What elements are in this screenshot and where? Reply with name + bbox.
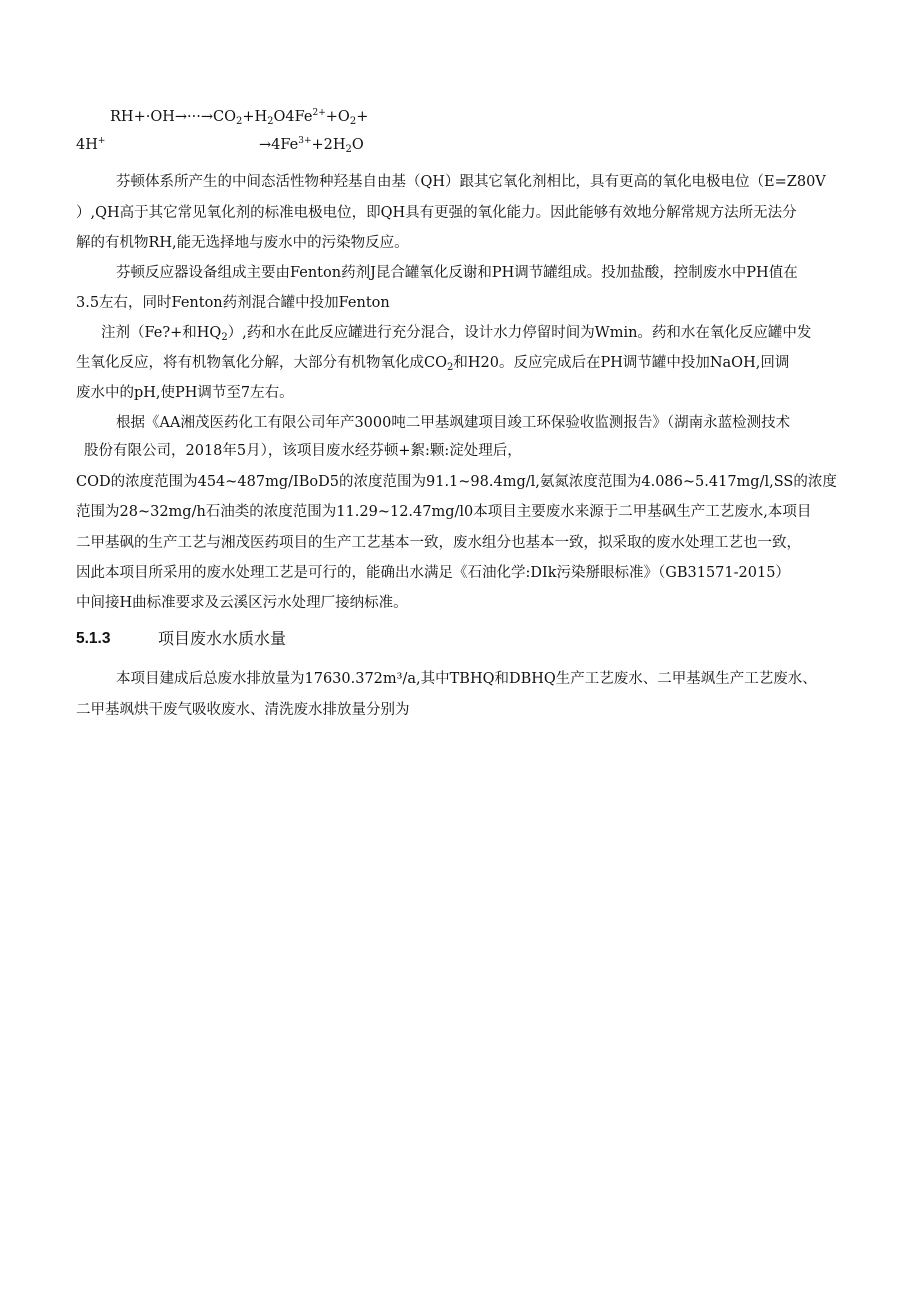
equation-text: 4H <box>76 137 98 153</box>
equation-text: O4Fe <box>273 109 313 125</box>
text-run: 生氧化反应，将有机物氧化分解，大部分有机物氧化成CO <box>76 355 447 371</box>
text-run: ）,药和水在此反应罐进行充分混合，设计水力停留时间为Wmin。药和水在氧化反应罐中发 <box>227 325 812 341</box>
paragraph-2-line <box>76 353 789 378</box>
paragraph-3-line: 中间接H曲标准要求及云溪区污水处理厂接纳标准。 <box>76 595 408 611</box>
subscript: 2 <box>235 116 243 127</box>
paragraph-1-line: 芬顿体系所产生的中间态活性物种羟基自由基（QH）跟其它氧化剂相比，具有更高的氧化电极电位（E=Z80V <box>116 174 826 190</box>
equation-text: RH+·OH→···→CO <box>110 109 236 125</box>
paragraph-2-line: 芬顿反应器设备组成主要由Fenton药剂J昆合罐氧化反谢和PH调节罐组成。投加盐酸，控制废水中PH值在 <box>116 265 798 281</box>
paragraph-1-line: 解的有机物RH,能无选择地与废水中的污染物反应。 <box>76 235 409 251</box>
subscript: 2 <box>446 362 454 373</box>
equation-line-1 <box>110 103 368 132</box>
subscript: 2 <box>267 116 274 127</box>
equation-text: +H <box>242 109 268 125</box>
paragraph-3-line: 二甲基砜的生产工艺与湘茂医药项目的生产工艺基本一致，废水组分也基本一致，拟采取的废水处理工艺也一致， <box>76 535 801 551</box>
superscript: 2+ <box>312 108 326 118</box>
paragraph-3-line: 因此本项目所采用的废水处理工艺是可行的，能确出水满足《石油化学:DIk污染掰眼标准》（GB31571-2015） <box>76 565 790 581</box>
equation-text: O <box>351 137 364 153</box>
equation-text: + <box>356 109 369 125</box>
equation-line-2-left <box>76 131 105 155</box>
paragraph-3-line: 股份有限公司，2018年5月），该项目废水经芬顿+絮:颗:淀处理后， <box>84 443 522 459</box>
equation-line-2-right <box>259 131 364 160</box>
paragraph-3-line: 范围为28~32mg/h石油类的浓度范围为11.29~12.47mg/l0本项目主要废水来源于二甲基砜生产工艺废水,本项目 <box>76 504 812 520</box>
equation-text: →4Fe <box>259 137 299 153</box>
paragraph-4-line: 二甲基飒烘干废气吸收废水、清洗废水排放量分别为 <box>76 702 410 718</box>
text-run: 注剂（Fe?+和HQ <box>101 325 222 341</box>
paragraph-3-line: 根据《AA湘茂医药化工有限公司年产3000吨二甲基飒建项目竣工环保验收监测报告》（湖南永蓝检测技术 <box>116 415 791 431</box>
paragraph-2-line: 废水中的pH,使PH调节至7左右。 <box>76 385 294 401</box>
equation-text: +O <box>325 109 350 125</box>
superscript: + <box>97 136 106 146</box>
text-run: 和H20。反应完成后在PH调节罐中投加NaOH,回调 <box>453 355 790 371</box>
paragraph-4-line: 本项目建成后总废水排放量为17630.372m³/a,其中TBHQ和DBHQ生产工艺废水、二甲基飒生产工艺废水、 <box>116 671 817 687</box>
paragraph-2-line <box>101 323 811 348</box>
paragraph-2-line: 3.5左右，同时Fenton药剂混合罐中投加Fenton <box>76 295 390 311</box>
subscript: 2 <box>345 144 352 155</box>
section-title: 项目废水水质水量 <box>158 629 287 648</box>
superscript: 3+ <box>298 136 312 146</box>
section-number: 5.1.3 <box>76 630 111 647</box>
paragraph-3-line: COD的浓度范围为454~487mg/IBoD5的浓度范围为91.1~98.4mg/l,氨氮浓度范围为4.086~5.417mg/l,SS的浓度 <box>76 474 837 490</box>
subscript: 2 <box>349 116 357 127</box>
paragraph-1-line: ）,QH高于其它常见氧化剂的标准电极电位，即QH具有更强的氧化能力。因此能够有效地分解常规方法所无法分 <box>76 205 797 221</box>
subscript: 2 <box>221 332 228 343</box>
equation-text: +2H <box>311 137 346 153</box>
